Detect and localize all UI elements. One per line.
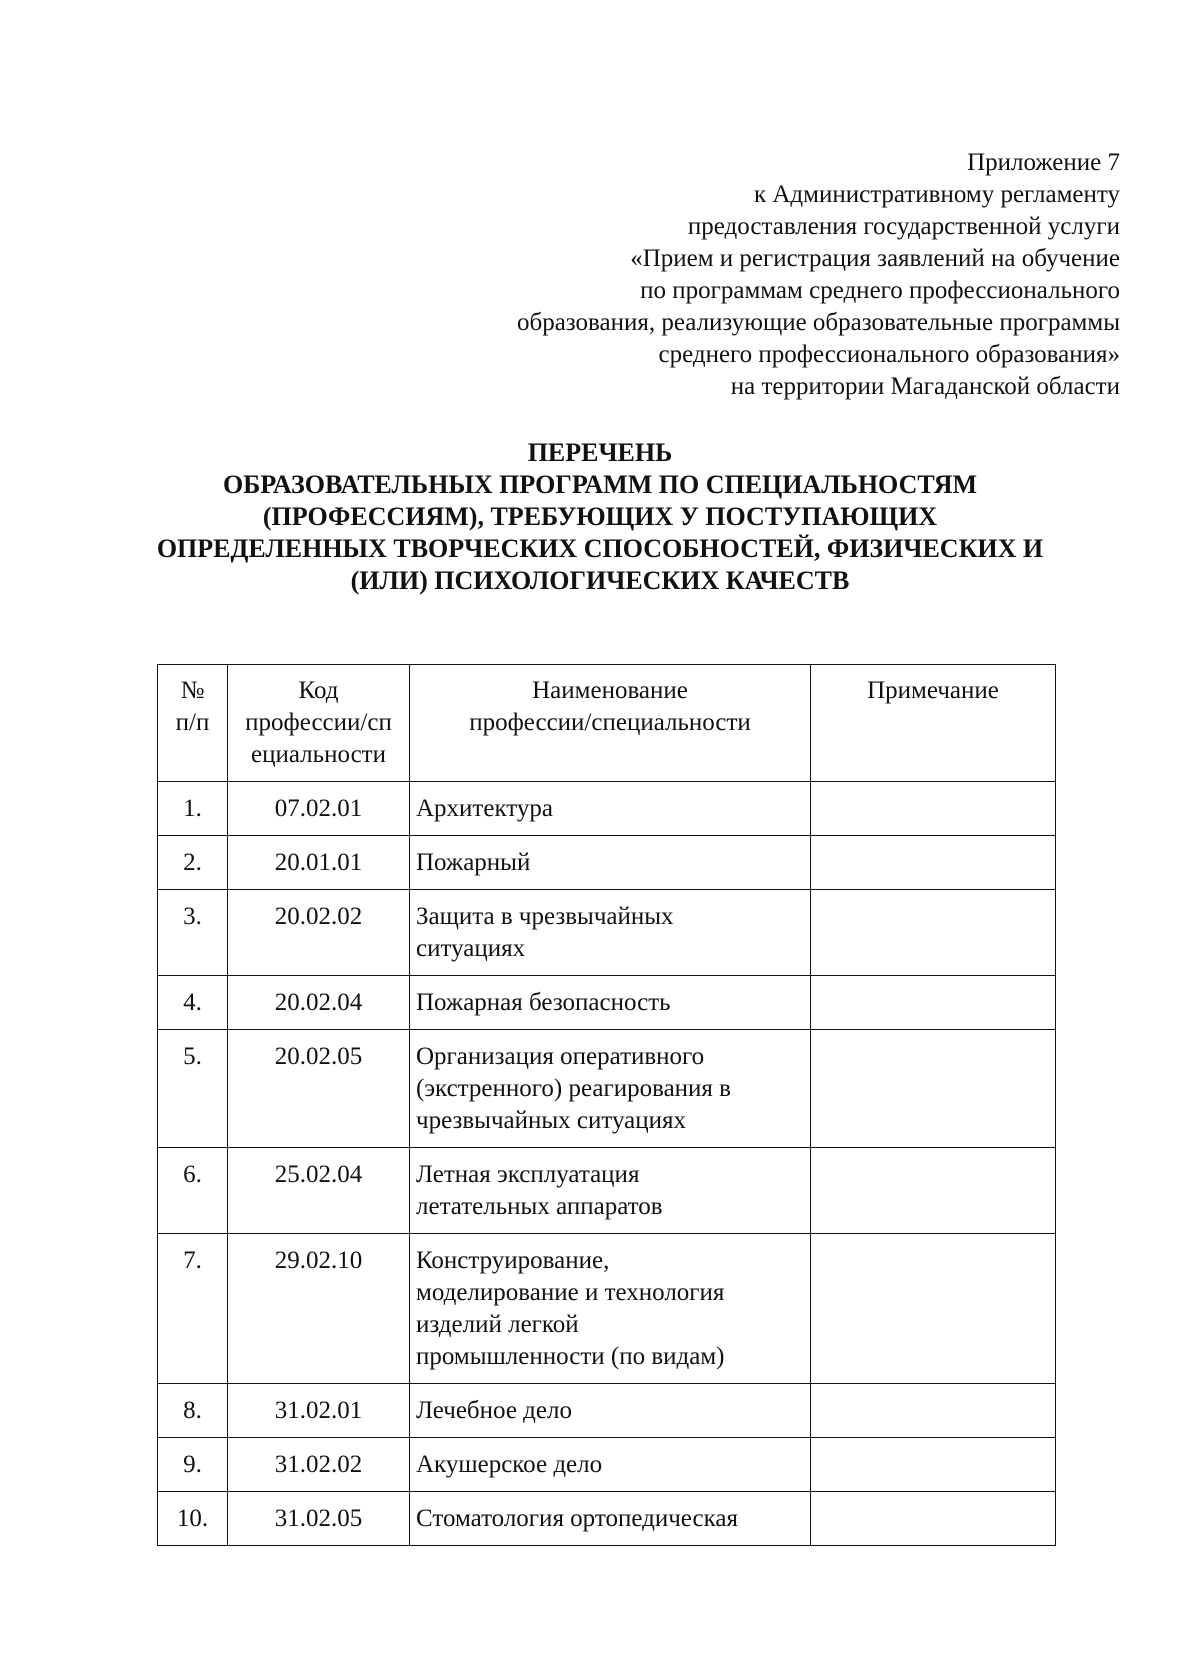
cell-note	[811, 1384, 1056, 1438]
appendix-line: «Прием и регистрация заявлений на обучение	[630, 245, 1120, 272]
cell-code: 20.02.05	[228, 1030, 410, 1148]
table-row	[158, 976, 1056, 1030]
appendix-line: предоставления государственной услуги	[687, 213, 1120, 240]
table-header-row	[158, 665, 1056, 782]
cell-code: 25.02.04	[228, 1148, 410, 1234]
table-row	[158, 1030, 1056, 1148]
header-code: Код профессии/сп ециальности	[228, 665, 410, 782]
header-num: № п/п	[158, 665, 228, 782]
cell-num: 10.	[158, 1492, 228, 1546]
cell-name: Архитектура	[410, 782, 811, 836]
cell-code: 07.02.01	[228, 782, 410, 836]
cell-num: 9.	[158, 1438, 228, 1492]
cell-num: 7.	[158, 1234, 228, 1384]
cell-num: 1.	[158, 782, 228, 836]
appendix-line: образования, реализующие образовательные программы	[516, 309, 1120, 336]
table-row	[158, 1438, 1056, 1492]
programs-table	[157, 664, 1056, 1546]
appendix-header	[360, 147, 1120, 403]
cell-code: 31.02.01	[228, 1384, 410, 1438]
title-line: ПЕРЕЧЕНЬ	[527, 438, 673, 467]
cell-num: 2.	[158, 836, 228, 890]
cell-note	[811, 976, 1056, 1030]
cell-name: Организация оперативного (экстренного) реагирования в чрезвычайных ситуациях	[410, 1030, 811, 1148]
cell-note	[811, 890, 1056, 976]
cell-note	[811, 1234, 1056, 1384]
cell-note	[811, 836, 1056, 890]
title-line: ОПРЕДЕЛЕННЫХ ТВОРЧЕСКИХ СПОСОБНОСТЕЙ, ФИЗИЧЕСКИХ И	[156, 534, 1044, 563]
table-row	[158, 836, 1056, 890]
cell-name: Пожарный	[410, 836, 811, 890]
cell-num: 3.	[158, 890, 228, 976]
table-row	[158, 782, 1056, 836]
cell-code: 31.02.02	[228, 1438, 410, 1492]
cell-name: Стоматология ортопедическая	[410, 1492, 811, 1546]
cell-note	[811, 1030, 1056, 1148]
cell-code: 31.02.05	[228, 1492, 410, 1546]
cell-code: 20.01.01	[228, 836, 410, 890]
table-row	[158, 1148, 1056, 1234]
header-name: Наименование профессии/специальности	[410, 665, 811, 782]
appendix-line: к Административному регламенту	[753, 181, 1120, 208]
cell-note	[811, 782, 1056, 836]
header-note: Примечание	[811, 665, 1056, 782]
title-line: (ИЛИ) ПСИХОЛОГИЧЕСКИХ КАЧЕСТВ	[350, 566, 850, 595]
appendix-line: среднего профессионального образования»	[658, 341, 1120, 368]
cell-name: Защита в чрезвычайных ситуациях	[410, 890, 811, 976]
table-row	[158, 1234, 1056, 1384]
cell-num: 4.	[158, 976, 228, 1030]
table-row	[158, 1384, 1056, 1438]
cell-note	[811, 1148, 1056, 1234]
title-line: (ПРОФЕССИЯМ), ТРЕБУЮЩИХ У ПОСТУПАЮЩИХ	[262, 502, 938, 531]
title-line: ОБРАЗОВАТЕЛЬНЫХ ПРОГРАММ ПО СПЕЦИАЛЬНОСТЯМ	[222, 470, 978, 499]
table-row	[158, 890, 1056, 976]
cell-code: 20.02.04	[228, 976, 410, 1030]
cell-code: 20.02.02	[228, 890, 410, 976]
cell-name: Пожарная безопасность	[410, 976, 811, 1030]
appendix-line: по программам среднего профессионального	[640, 277, 1120, 304]
appendix-line: на территории Магаданской области	[730, 373, 1120, 400]
cell-num: 5.	[158, 1030, 228, 1148]
cell-note	[811, 1492, 1056, 1546]
cell-note	[811, 1438, 1056, 1492]
cell-name: Лечебное дело	[410, 1384, 811, 1438]
document-title	[0, 437, 1200, 597]
cell-name: Акушерское дело	[410, 1438, 811, 1492]
cell-code: 29.02.10	[228, 1234, 410, 1384]
table-row	[158, 1492, 1056, 1546]
cell-name: Конструирование, моделирование и технология изделий легкой промышленности (по видам)	[410, 1234, 811, 1384]
cell-name: Летная эксплуатация летательных аппаратов	[410, 1148, 811, 1234]
cell-num: 8.	[158, 1384, 228, 1438]
appendix-line: Приложение 7	[967, 149, 1120, 176]
cell-num: 6.	[158, 1148, 228, 1234]
